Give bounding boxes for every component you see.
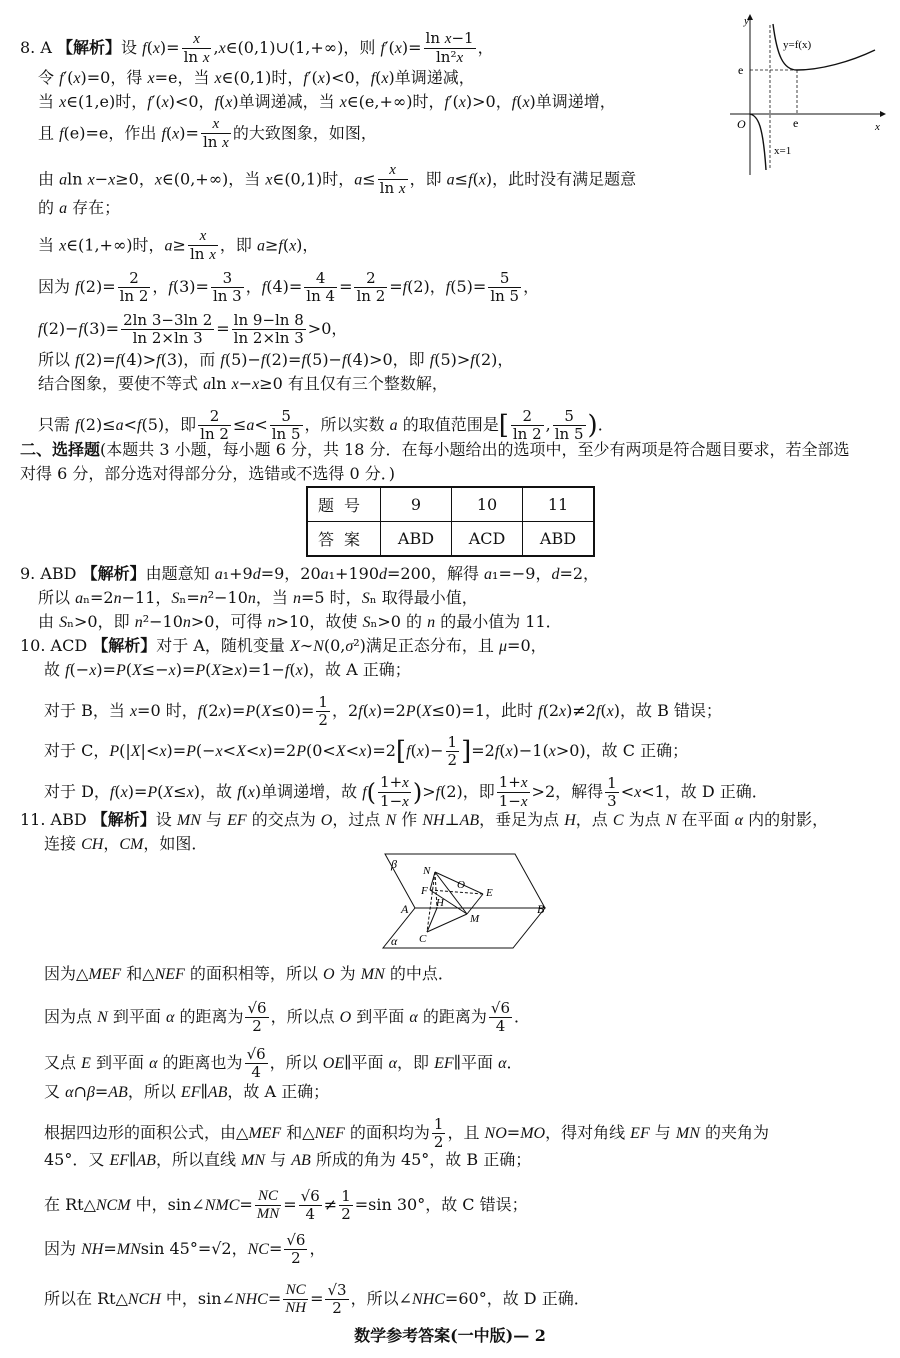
q8-line7: 当 x∈(1,+∞)时，a≥ $\frac{x}{\text{ln x}}$ ，即 a≥f(x)，	[38, 228, 319, 263]
q11-line1: 11. ABD 【解析】设 MN 与 EF 的交点为 O，过点 N 作 NH⊥AB，垂足为点 H，点 C 为点 N 在平面 α 内的射影，	[20, 810, 829, 829]
plane-beta	[385, 854, 545, 908]
q11-line9: 在 Rt△NCM 中，sin∠NMC= $\frac{NC}{MN}$ = $\frac{√6}{4}$ ≠ $\frac{1}{2}$ =sin 30°，故 C 错误；	[44, 1187, 528, 1223]
e-y-label: e	[738, 63, 744, 77]
label-M: M	[470, 913, 480, 925]
table-row	[307, 487, 594, 522]
table-row	[307, 522, 594, 557]
q9-line2: 所以 aₙ=2n−11，Sₙ=n²−10n，当 n=5 时，Sₙ 取得最小值，	[38, 588, 478, 607]
asymptote-label: x=1	[774, 145, 792, 157]
table-cell: 题号	[307, 487, 381, 522]
q10-line5: 对于 D，f(x)=P(X≤x)，故 f(x)单调递增，故 f( $\frac{1+x}{1-x}$ )>f(2)，即 $\frac{1+x}{1-x}$ >2，解得 $\frac{1}{3}$ <x<1，故 D 正确．	[44, 773, 768, 810]
label-H: H	[436, 897, 444, 909]
q8-line4: 且 f(e)=e，作出 f(x)= $\frac{x}{\text{ln x}}$ 的大致图象，如图，	[38, 116, 377, 151]
q10-line1: 10. ACD 【解析】对于 A，随机变量 X∼N(0,σ²)满足正态分布，且 μ=0，	[20, 636, 547, 655]
label-B: B	[537, 902, 545, 916]
q11-line5: 又点 E 到平面 α 的距离也为 $\frac{√6}{4}$ ，所以 OE∥平面 α，即 EF∥平面 α．	[44, 1045, 523, 1081]
y-axis-label: y	[744, 15, 749, 27]
table-cell: 11	[523, 487, 595, 522]
q8-line11: 结合图象，要使不等式 aln x−x≥0 有且仅有三个整数解，	[38, 374, 448, 393]
label-E: E	[486, 887, 493, 899]
q11-line7: 根据四边形的面积公式，由△MEF 和△NEF 的面积均为 $\frac{1}{2}$ ，且 NO=MO，得对角线 EF 与 MN 的夹角为	[44, 1115, 769, 1151]
q10-line2: 故 f(−x)=P(X≤−x)=P(X≥x)=1−f(x)，故 A 正确；	[44, 660, 411, 679]
label-alpha: α	[391, 934, 398, 948]
q11-line3: 因为△MEF 和△NEF 的面积相等，所以 O 为 MN 的中点．	[44, 964, 454, 983]
section2-heading: 二、选择题(本题共 3 小题，每小题 6 分，共 18 分．在每小题给出的选项中，至少有两项是符合题目要求，若全部选	[20, 440, 850, 459]
label-beta: β	[391, 857, 397, 871]
function-graph	[725, 10, 890, 180]
e-x-label: e	[793, 116, 799, 130]
q10-line4: 对于 C，P(|X|<x)=P(−x<X<x)=2P(0<X<x)=2[f(x)− $\frac{1}{2}$ ]=2f(x)−1(x>0)，故 C 正确；	[44, 733, 689, 769]
q11-line10: 因为 NH=MNsin 45°=√2，NC= $\frac{√6}{2}$ ，	[44, 1231, 326, 1267]
q11-line11: 所以在 Rt△NCH 中，sin∠NHC= $\frac{NC}{NH}$ = $\frac{√3}{2}$ ，所以∠NHC=60°，故 D 正确．	[44, 1281, 590, 1317]
q8-line2: 令 f′(x)=0，得 x=e，当 x∈(0,1)时，f′(x)<0，f(x)单调递减，	[38, 68, 475, 87]
table-cell: ABD	[523, 522, 595, 557]
page-footer: 数学参考答案(一中版)— 2	[354, 1326, 546, 1345]
q8-line8: 因为 f(2)= $\frac{2}{\ln 2}$ ，f(3)= $\frac{3}{\ln 3}$ ，f(4)= $\frac{4}{\ln 4}$ = $\frac{2}{\ln 2}$ =f(2)，f(5)= $\frac{5}{\ln 5}$ ，	[38, 269, 540, 305]
q8-line1: 8. A 【解析】设 f(x)= $\frac{x}{\text{ln x}}$ ,x∈(0,1)∪(1,+∞)，则 f′(x)= $\frac{\text{ln x−1}}{\text{ln²x}}$ ，	[20, 29, 494, 66]
q11-line8: 45°．又 EF∥AB，所以直线 MN 与 AB 所成的角为 45°，故 B 正确；	[44, 1150, 532, 1169]
q10-line3: 对于 B，当 x=0 时，f(2x)=P(X≤0)= $\frac{1}{2}$ ，2f(x)=2P(X≤0)=1，此时 f(2x)≠2f(x)，故 B 错误；	[44, 693, 722, 729]
section2-heading-cont: 对得 6 分，部分选对得部分分，选错或不选得 0 分．)	[20, 464, 395, 483]
q8-line12: 只需 f(2)≤a<f(5)，即 $\frac{2}{\ln 2}$ ≤a< $\frac{5}{\ln 5}$ ，所以实数 a 的取值范围是[ $\frac{2}{\ln 2}$ , $\frac{5}{\ln 5}$ )．	[38, 407, 614, 443]
q8-line6: 的 a 存在；	[38, 198, 121, 217]
table-cell: 9	[381, 487, 452, 522]
dihedral-figure	[375, 850, 555, 954]
table-cell: 答案	[307, 522, 381, 557]
label-C: C	[419, 933, 427, 945]
curve-label: y=f(x)	[783, 39, 812, 51]
q11-line2: 连接 CH，CM，如图．	[44, 834, 208, 853]
label-N: N	[423, 865, 431, 877]
label-O: O	[457, 879, 465, 891]
table-cell: ACD	[452, 522, 523, 557]
x-axis-label: x	[875, 121, 880, 133]
q11-line4: 因为点 N 到平面 α 的距离为 $\frac{√6}{2}$ ，所以点 O 到平面 α 的距离为 $\frac{√6}{4}$ ．	[44, 999, 531, 1035]
q9-line1: 9. ABD 【解析】由题意知 a₁+9d=9，20a₁+190d=200，解得 a₁=−9，d=2，	[20, 564, 600, 583]
segment-EM	[467, 894, 483, 914]
answer-table	[306, 486, 595, 557]
q8-line5: 由 aln x−x≥0，x∈(0,+∞)，当 x∈(0,1)时，a≤ $\frac{x}{\text{ln x}}$ ，即 a≤f(x)，此时没有满足题意	[38, 162, 637, 197]
table-cell: ABD	[381, 522, 452, 557]
table-cell: 10	[452, 487, 523, 522]
q11-line6: 又 α∩β=AB，所以 EF∥AB，故 A 正确；	[44, 1082, 330, 1101]
label-F: F	[421, 885, 428, 897]
label-A: A	[401, 902, 409, 916]
q8-line3: 当 x∈(1,e)时，f′(x)<0，f(x)单调递减，当 x∈(e,+∞)时，f′(x)>0，f(x)单调递增，	[38, 92, 616, 111]
q9-line3: 由 Sₙ>0，即 n²−10n>0，可得 n>10，故使 Sₙ>0 的 n 的最小值为 11．	[38, 612, 562, 631]
origin-label: O	[737, 117, 746, 131]
curve-left	[750, 114, 766, 170]
q8-line10: 所以 f(2)=f(4)>f(3)，而 f(5)−f(2)=f(5)−f(4)>0，即 f(5)>f(2)，	[38, 350, 514, 369]
q8-line9: f(2)−f(3)= $\frac{2\ln 3-3\ln 2}{\ln 2\times\ln 3}$ = $\frac{\ln 9-\ln 8}{\ln 2\times\ln 3}$ >0，	[38, 311, 348, 347]
